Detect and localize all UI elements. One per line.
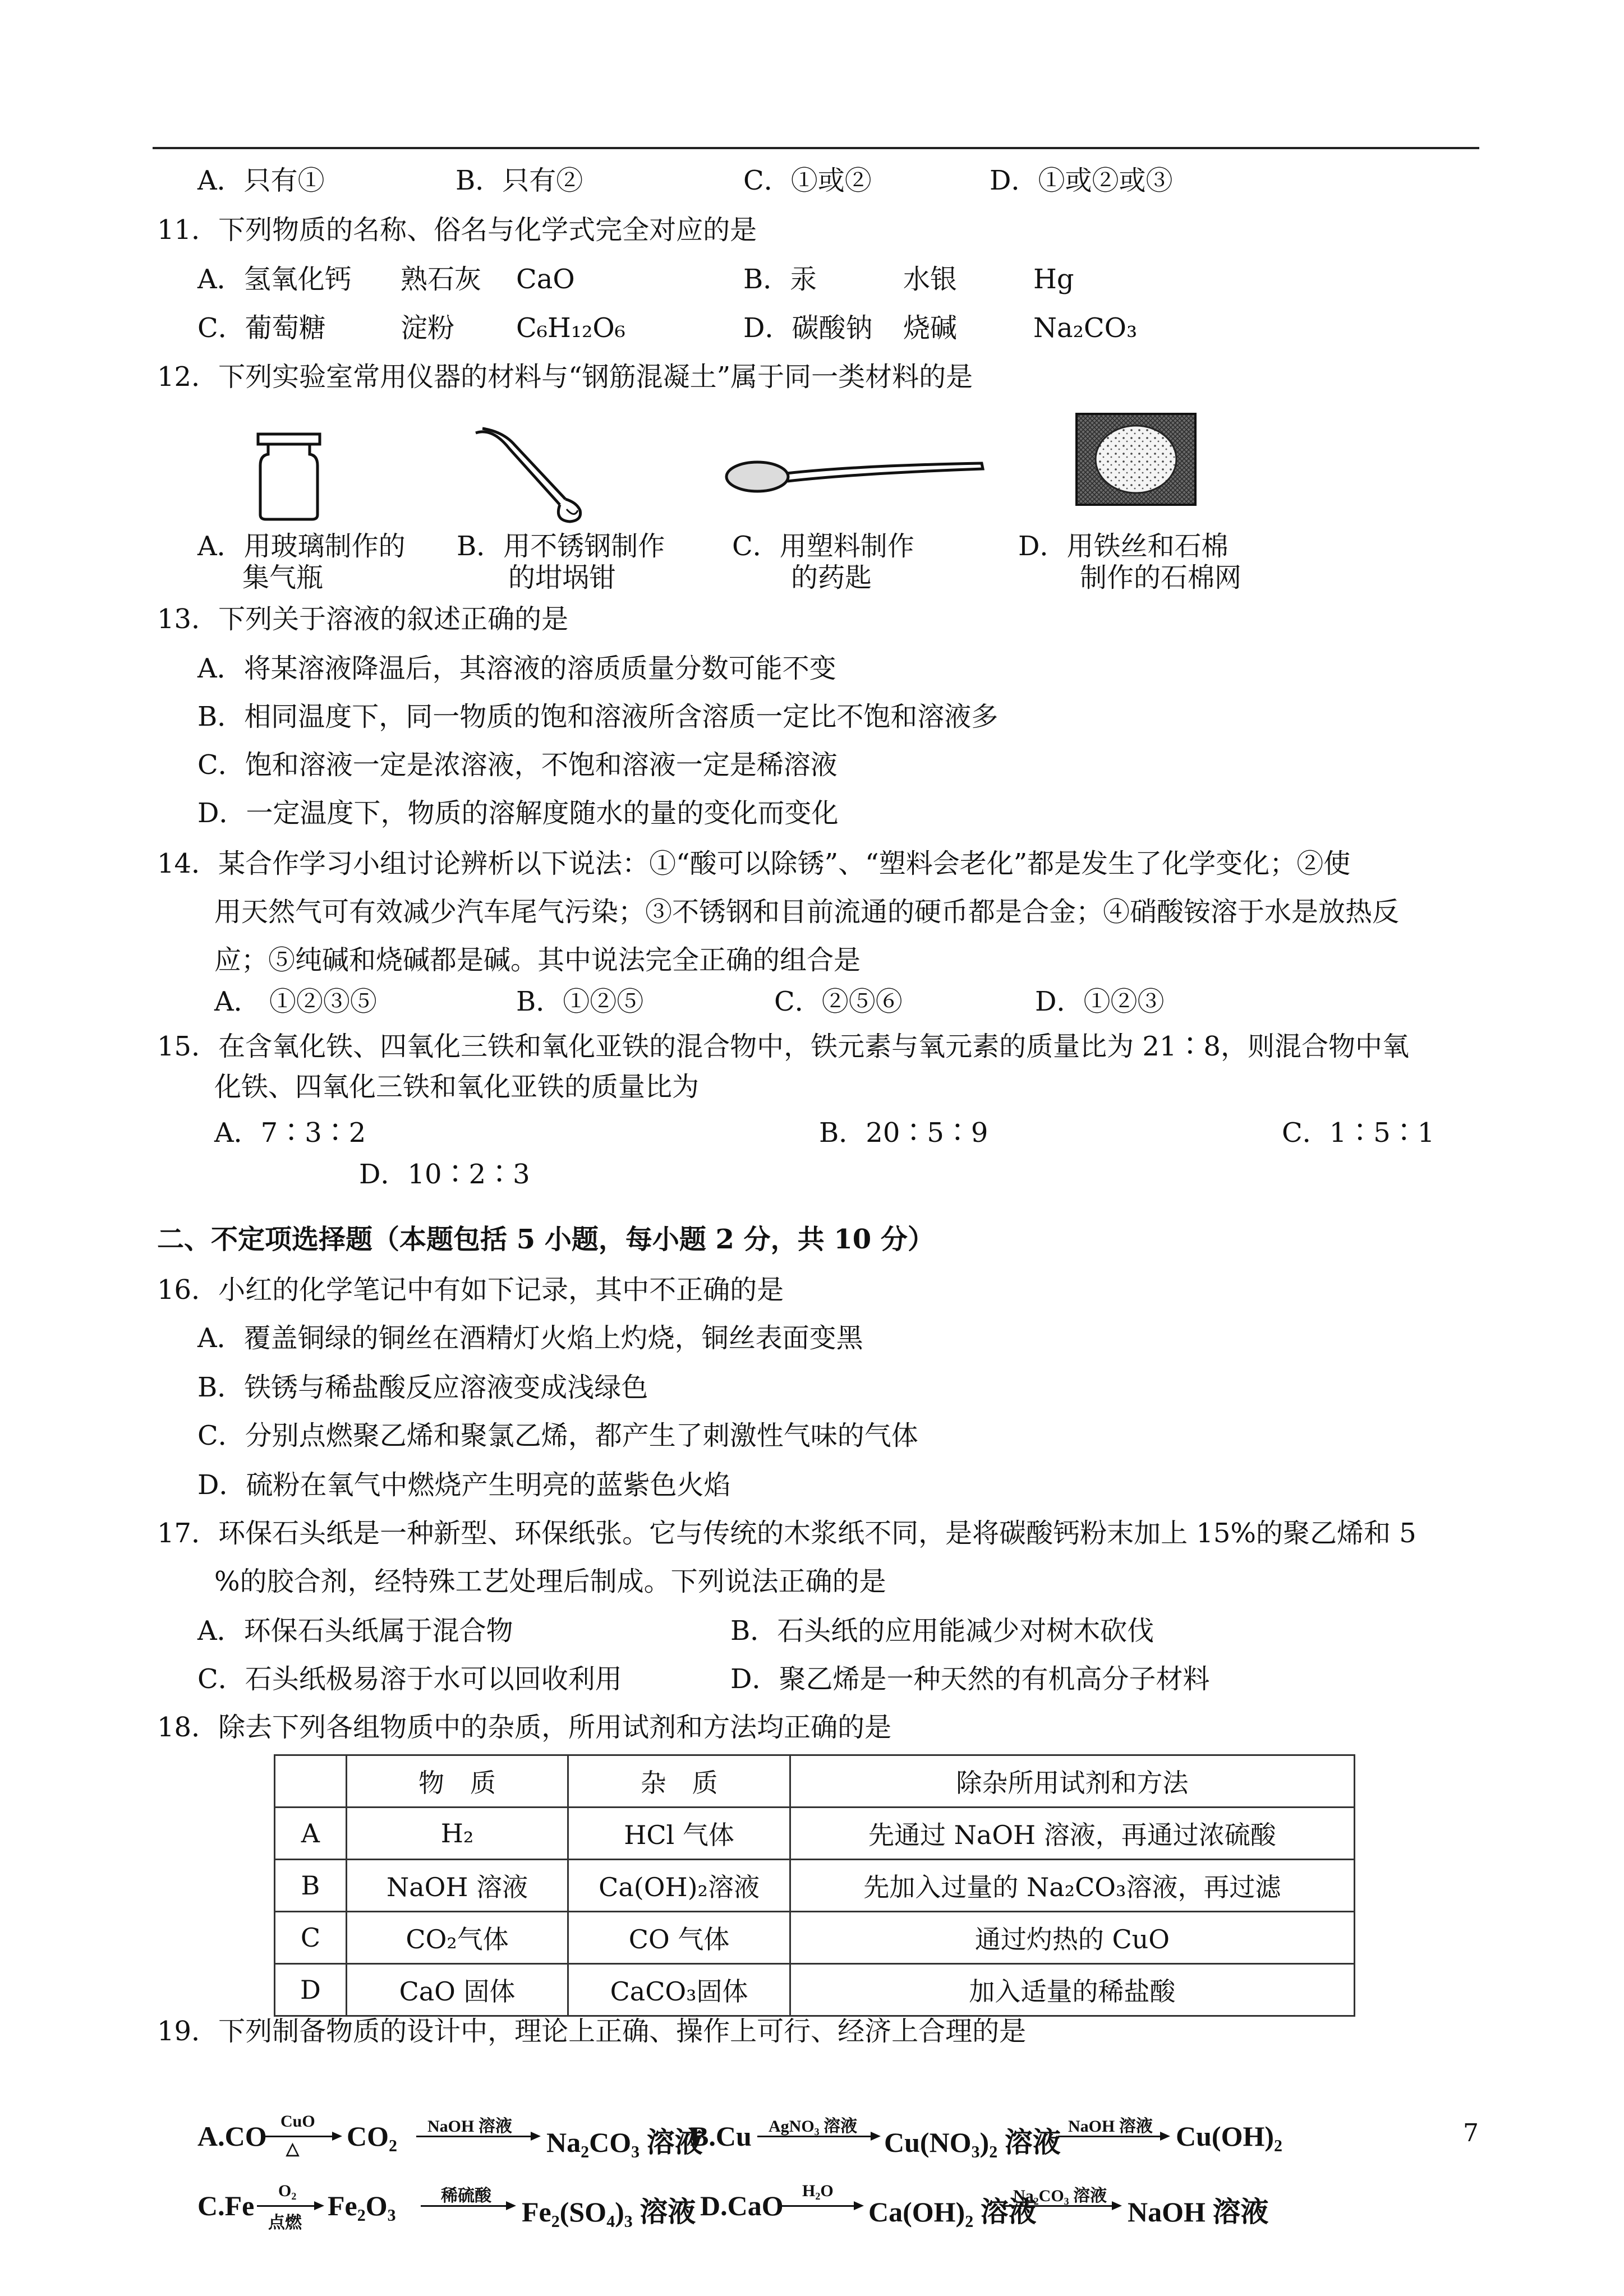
q11-stem: 11．下列物质的名称、俗名与化学式完全对应的是 [157,214,757,246]
q14-option-c: C．②⑤⑥ [774,986,903,1017]
table-row [275,1860,1355,1912]
q19-d-start: D.CaO [700,2190,784,2221]
table-cell: A [275,1808,347,1860]
q19-c-arrow-2 [421,2185,516,2230]
q19-a-arrow-2 [416,2115,541,2160]
q11-a-formula: CaO [516,264,575,295]
section-2-heading: 二、不定项选择题（本题包括 5 小题，每小题 2 分，共 10 分） [157,1224,935,1255]
q19-b-start: B.Cu [690,2120,752,2152]
q16-option-d: D．硫粉在氧气中燃烧产生明亮的蓝紫色火焰 [197,1469,731,1501]
q16-option-c: C．分别点燃聚乙烯和聚氯乙烯，都产生了刺激性气味的气体 [197,1420,918,1451]
q14-line-2: 用天然气可有效减少汽车尾气污染；③不锈钢和目前流通的硬币都是合金；④硝酸铵溶于水是放热反 [214,896,1400,928]
q15-option-c: C．1∶5∶1 [1282,1117,1435,1149]
table-cell: CaO 固体 [346,1964,568,2016]
q19-c-condition-2: 稀硫酸 [441,2187,491,2205]
q13-option-a: A．将某溶液降温后，其溶液的溶质质量分数可能不变 [197,653,836,684]
q19-d-arrow-2 [1004,2185,1122,2230]
q19-b-arrow-1 [757,2115,881,2160]
q13-stem: 13．下列关于溶液的叙述正确的是 [157,603,569,635]
q12-option-b-line1: B．用不锈钢制作 [457,531,665,562]
q19-a-condition-2: NaOH 溶液 [427,2117,512,2136]
table-row [275,1912,1355,1964]
q12-option-a-line1: A．用玻璃制作的 [197,531,406,562]
q19-c-start: C.Fe [197,2190,255,2221]
q11-d-common: 烧碱 [903,312,958,344]
q11-c-common: 淀粉 [401,312,455,344]
q11-d-formula: Na₂CO₃ [1033,312,1138,344]
q15-option-a: A．7∶3∶2 [214,1117,366,1149]
q17-line-1: 17．环保石头纸是一种新型、环保纸张。它与传统的木浆纸不同，是将碳酸钙粉末加上 15%的聚乙烯和 5 [157,1518,1416,1549]
q19-d-mid: Ca(OH)₂ 溶液 [868,2196,1037,2228]
q16-option-a: A．覆盖铜绿的铜丝在酒精灯火焰上灼烧，铜丝表面变黑 [197,1322,863,1354]
q19-b-condition-2: NaOH 溶液 [1068,2117,1153,2136]
q19-d-condition-2: Na₂CO₃ 溶液 [1013,2187,1107,2205]
page-number: 7 [1463,2119,1479,2147]
q14-line-1: 14．某合作学习小组讨论辨析以下说法：①“酸可以除锈”、“塑料会老化”都是发生了化学变化；②使 [157,848,1351,879]
q11-c-formula: C₆H₁₂O₆ [516,312,625,344]
q17-option-b: B．石头纸的应用能减少对树木砍伐 [730,1615,1154,1647]
q17-line-2: %的胶合剂，经特殊工艺处理后制成。下列说法正确的是 [214,1566,886,1597]
q10-option-c: C．①或② [743,165,872,196]
q14-option-b: B．①②⑤ [516,986,644,1017]
q14-option-a: A． ①②③⑤ [214,986,377,1017]
table-header-row [275,1755,1355,1808]
q19-a-end: Na₂CO₃ 溶液 [546,2127,703,2158]
q19-b-mid: Cu(NO₃)₂ 溶液 [884,2127,1061,2158]
q19-a-mid: CO₂ [347,2120,397,2152]
q12-option-d-line1: D．用铁丝和石棉 [1018,531,1229,562]
q19-c-condition-1: O₂ [278,2182,297,2200]
q11-b-formula: Hg [1033,264,1074,295]
table-cell: C [275,1912,347,1964]
table-cell: Ca(OH)₂溶液 [568,1860,790,1912]
q16-option-b: B．铁锈与稀盐酸反应溶液变成浅绿色 [197,1372,648,1403]
q13-option-b: B．相同温度下，同一物质的饱和溶液所含溶质一定比不饱和溶液多 [197,701,999,732]
q12-option-a-line2: 集气瓶 [242,562,324,593]
medicine-spoon-icon [724,449,987,499]
impurity-removal-table [274,1754,1355,2017]
table-cell: NaOH 溶液 [346,1860,568,1912]
q12-option-d-line2: 制作的石棉网 [1080,562,1242,593]
table-cell: 先加入过量的 Na₂CO₃溶液，再过滤 [790,1860,1354,1912]
table-cell: CaCO₃固体 [568,1964,790,2016]
q19-c-mid: Fe₂O₃ [328,2190,396,2221]
table-cell: B [275,1860,347,1912]
table-cell: H₂ [346,1808,568,1860]
q12-stem: 12．下列实验室常用仪器的材料与“钢筋混凝土”属于同一类材料的是 [157,361,973,393]
gas-bottle-icon [252,432,325,522]
table-cell: D [275,1964,347,2016]
q19-stem: 19．下列制备物质的设计中，理论上正确、操作上可行、经济上合理的是 [157,2016,1027,2047]
q19-a-condition-1: CuO [280,2112,315,2131]
q13-option-c: C．饱和溶液一定是浓溶液，不饱和溶液一定是稀溶液 [197,749,838,781]
table-cell: CO 气体 [568,1912,790,1964]
q11-a-common: 熟石灰 [401,264,482,295]
table-cell: CO₂气体 [346,1912,568,1964]
q10-option-b: B．只有② [456,165,583,196]
q15-line-2: 化铁、四氧化三铁和氧化亚铁的质量比为 [214,1071,700,1103]
table-row [275,1964,1355,2016]
q11-d-name: D．碳酸钠 [743,312,873,344]
q19-c-condition-1b: 点燃 [268,2214,302,2232]
q11-a-name: A．氢氧化钙 [197,264,352,295]
table-cell: 通过灼热的 CuO [790,1912,1354,1964]
header-rule [153,147,1479,149]
q10-option-d: D．①或②或③ [990,165,1173,196]
q14-option-d: D．①②③ [1035,986,1165,1017]
q19-b-arrow-2 [1058,2115,1170,2160]
q19-a-start: A.CO [197,2120,267,2152]
q17-option-c: C．石头纸极易溶于水可以回收利用 [197,1663,622,1695]
table-cell: 加入适量的稀盐酸 [790,1964,1354,2016]
q13-option-d: D．一定温度下，物质的溶解度随水的量的变化而变化 [197,797,839,829]
q19-c-end: Fe₂(SO₄)₃ 溶液 [522,2196,696,2228]
table-header-cell [275,1755,347,1808]
table-cell: 先通过 NaOH 溶液，再通过浓硫酸 [790,1808,1354,1860]
q11-b-name: B．汞 [743,264,817,295]
q10-option-a: A．只有① [197,165,325,196]
q12-option-c-line2: 的药匙 [791,562,872,593]
q12-option-b-line2: 的坩埚钳 [508,562,617,593]
q14-line-3: 应；⑤纯碱和烧碱都是碱。其中说法完全正确的组合是 [214,944,861,976]
q15-option-d: D．10∶2∶3 [359,1159,530,1190]
table-row [275,1808,1355,1860]
q19-d-end: NaOH 溶液 [1128,2196,1269,2228]
table-header-cell: 除杂所用试剂和方法 [790,1755,1354,1808]
q19-a-arrow-1 [264,2112,342,2160]
q11-b-common: 水银 [903,264,958,295]
q19-b-condition-1: AgNO₃ 溶液 [769,2117,858,2136]
q15-line-1: 15．在含氧化铁、四氧化三铁和氧化亚铁的混合物中，铁元素与氧元素的质量比为 21∶8，则混合物中氧 [157,1031,1409,1062]
q11-c-name: C．葡萄糖 [197,312,326,344]
q15-option-b: B．20∶5∶9 [819,1117,988,1149]
table-cell: HCl 气体 [568,1808,790,1860]
q19-b-end: Cu(OH)₂ [1176,2120,1282,2152]
q19-d-arrow-1 [780,2182,864,2230]
q19-a-condition-1b: △ [286,2140,300,2158]
q17-option-a: A．环保石头纸属于混合物 [197,1615,513,1647]
q18-stem: 18．除去下列各组物质中的杂质，所用试剂和方法均正确的是 [157,1712,892,1743]
table-header-cell: 杂 质 [568,1755,790,1808]
q19-d-condition-1: H₂O [802,2182,834,2200]
q16-stem: 16．小红的化学笔记中有如下记录，其中不正确的是 [157,1274,784,1306]
asbestos-gauze-icon [1074,412,1198,507]
table-header-cell: 物 质 [346,1755,568,1808]
crucible-tongs-icon [470,426,594,527]
q19-c-arrow-1 [257,2182,324,2232]
q12-option-c-line1: C．用塑料制作 [732,531,914,562]
q17-option-d: D．聚乙烯是一种天然的有机高分子材料 [730,1663,1210,1695]
